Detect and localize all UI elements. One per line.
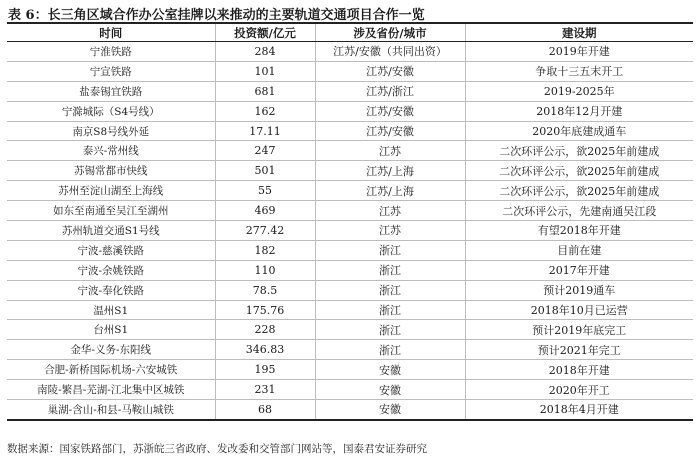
cell-project-name: 宁滁城际（S4号线） [7, 101, 215, 121]
cell-investment: 78.5 [215, 280, 315, 300]
cell-period: 预计2019通车 [465, 280, 693, 300]
cell-project-name: 泰兴-常州线 [7, 141, 215, 161]
cell-investment: 195 [215, 360, 315, 380]
cell-provinces: 江苏/上海 [315, 181, 465, 201]
cell-project-name: 宁波-慈溪铁路 [7, 240, 215, 260]
table-row [7, 161, 693, 181]
cell-investment: 247 [215, 141, 315, 161]
cell-investment: 182 [215, 240, 315, 260]
cell-project-name: 巢湖-含山-和县-马鞍山城铁 [7, 400, 215, 420]
table-row [7, 380, 693, 400]
table-row [7, 400, 693, 420]
cell-period: 预计2021年完工 [465, 340, 693, 360]
table-title: 表 6：长三角区域合作办公室挂牌以来推动的主要轨道交通项目合作一览 [8, 8, 425, 23]
cell-project-name: 苏州轨道交通S1号线 [7, 221, 215, 241]
cell-investment: 231 [215, 380, 315, 400]
cell-project-name: 南陵-繁昌-芜湖-江北集中区城铁 [7, 380, 215, 400]
cell-provinces: 安徽 [315, 400, 465, 420]
table-row [7, 81, 693, 101]
cell-project-name: 台州S1 [7, 320, 215, 340]
cell-period: 2018年开建 [465, 360, 693, 380]
cell-period: 2019-2025年 [465, 81, 693, 101]
cell-project-name: 宁波-余姚铁路 [7, 260, 215, 280]
table-row [7, 221, 693, 241]
cell-provinces: 安徽 [315, 380, 465, 400]
rail-projects-table [7, 22, 693, 421]
cell-investment: 681 [215, 81, 315, 101]
cell-investment: 228 [215, 320, 315, 340]
cell-period: 争取十三五末开工 [465, 61, 693, 81]
table-row [7, 240, 693, 260]
cell-project-name: 南京S8号线外延 [7, 121, 215, 141]
cell-provinces: 浙江 [315, 320, 465, 340]
cell-period: 2020年底建成通车 [465, 121, 693, 141]
cell-provinces: 江苏 [315, 221, 465, 241]
header-time: 时间 [7, 23, 215, 42]
cell-provinces: 浙江 [315, 300, 465, 320]
cell-investment: 55 [215, 181, 315, 201]
cell-provinces: 江苏/安徽 [315, 121, 465, 141]
header-investment: 投资额/亿元 [215, 23, 315, 42]
header-period: 建设期 [465, 23, 693, 42]
table-row [7, 300, 693, 320]
cell-provinces: 江苏/安徽（共同出资） [315, 42, 465, 62]
cell-investment: 68 [215, 400, 315, 420]
header-provinces: 涉及省份/城市 [315, 23, 465, 42]
cell-investment: 101 [215, 61, 315, 81]
cell-provinces: 浙江 [315, 240, 465, 260]
cell-investment: 469 [215, 201, 315, 221]
cell-period: 二次环评公示，先建南通吴江段 [465, 201, 693, 221]
cell-project-name: 合肥-新桥国际机场-六安城铁 [7, 360, 215, 380]
cell-period: 有望2018年开建 [465, 221, 693, 241]
cell-period: 2019年开建 [465, 42, 693, 62]
table-row [7, 280, 693, 300]
cell-period: 2020年开工 [465, 380, 693, 400]
cell-investment: 17.11 [215, 121, 315, 141]
cell-period: 2018年4月开建 [465, 400, 693, 420]
cell-investment: 346.83 [215, 340, 315, 360]
cell-project-name: 宁宣铁路 [7, 61, 215, 81]
table-row [7, 101, 693, 121]
cell-project-name: 盐泰锡宜铁路 [7, 81, 215, 101]
cell-project-name: 宁淮铁路 [7, 42, 215, 62]
cell-provinces: 江苏 [315, 201, 465, 221]
cell-project-name: 苏锡常都市快线 [7, 161, 215, 181]
cell-provinces: 浙江 [315, 260, 465, 280]
table-row [7, 181, 693, 201]
cell-investment: 162 [215, 101, 315, 121]
cell-period: 二次环评公示，欲2025年前建成 [465, 141, 693, 161]
table-row [7, 360, 693, 380]
cell-project-name: 如东至南通至吴江至湖州 [7, 201, 215, 221]
table-row [7, 61, 693, 81]
cell-investment: 277.42 [215, 221, 315, 241]
table-row [7, 260, 693, 280]
cell-period: 预计2019年底完工 [465, 320, 693, 340]
table-row [7, 121, 693, 141]
cell-investment: 110 [215, 260, 315, 280]
cell-provinces: 江苏/浙江 [315, 81, 465, 101]
table-row [7, 340, 693, 360]
cell-project-name: 宁波-奉化铁路 [7, 280, 215, 300]
table-row [7, 320, 693, 340]
cell-period: 二次环评公示，欲2025年前建成 [465, 161, 693, 181]
cell-project-name: 金华-义务-东阳线 [7, 340, 215, 360]
cell-period: 2017年开建 [465, 260, 693, 280]
cell-provinces: 江苏/安徽 [315, 61, 465, 81]
cell-period: 2018年10月已运营 [465, 300, 693, 320]
table-header-row [7, 23, 693, 42]
cell-project-name: 苏州至淀山湖至上海线 [7, 181, 215, 201]
cell-provinces: 江苏 [315, 141, 465, 161]
cell-investment: 284 [215, 42, 315, 62]
table-body [7, 42, 693, 420]
table-row [7, 42, 693, 62]
table-row [7, 141, 693, 161]
cell-period: 目前在建 [465, 240, 693, 260]
cell-period: 二次环评公示，欲2025年前建成 [465, 181, 693, 201]
table-row [7, 201, 693, 221]
cell-provinces: 江苏/安徽 [315, 101, 465, 121]
source-note: 数据来源：国家铁路部门，苏浙皖三省政府、发改委和交管部门网站等，国泰君安证券研究 [7, 443, 427, 455]
cell-investment: 501 [215, 161, 315, 181]
cell-provinces: 安徽 [315, 360, 465, 380]
cell-period: 2018年12月开建 [465, 101, 693, 121]
cell-investment: 175.76 [215, 300, 315, 320]
cell-provinces: 浙江 [315, 340, 465, 360]
cell-provinces: 浙江 [315, 280, 465, 300]
cell-provinces: 江苏/上海 [315, 161, 465, 181]
cell-project-name: 温州S1 [7, 300, 215, 320]
